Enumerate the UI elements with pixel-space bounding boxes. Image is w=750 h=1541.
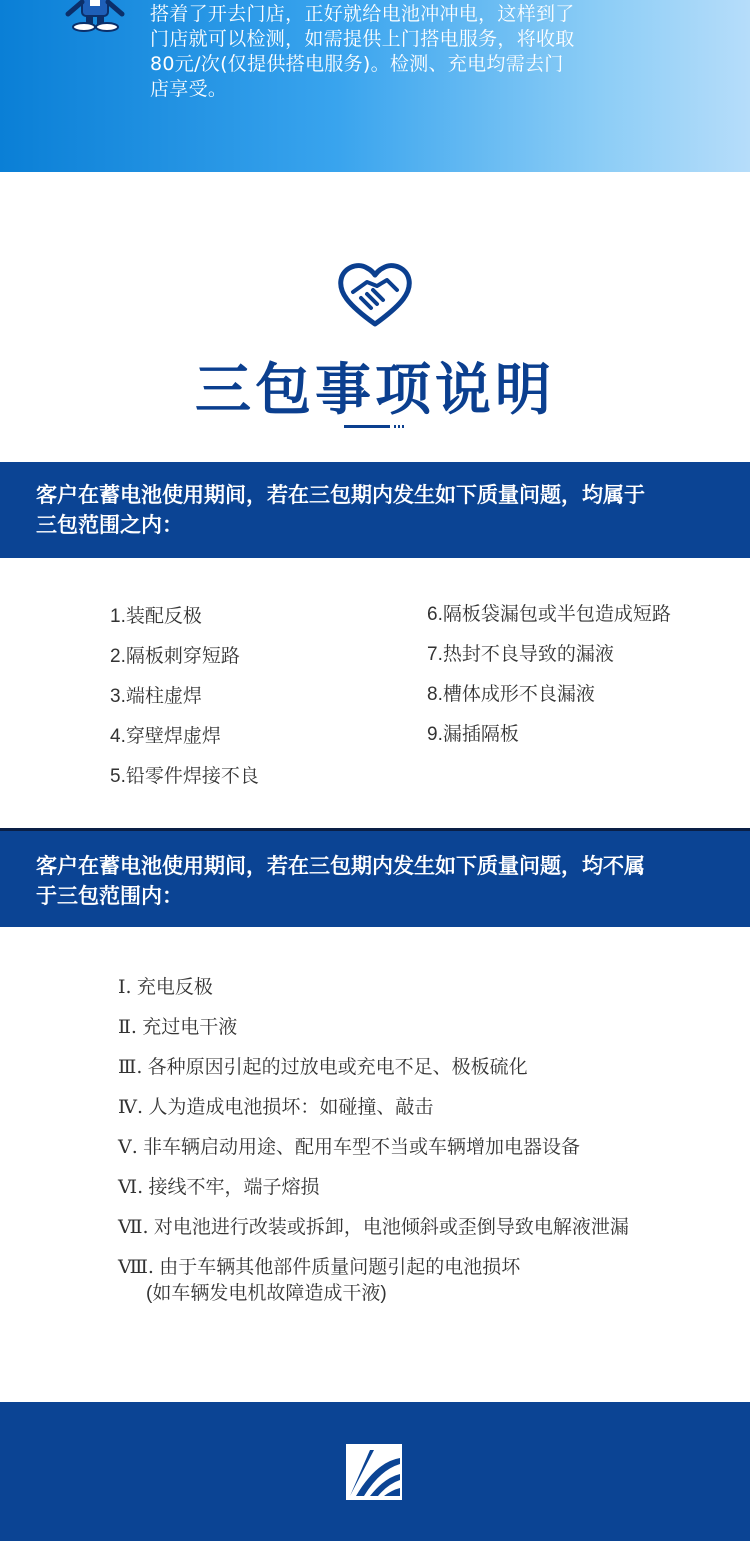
banner-line-4: 店享受。	[150, 78, 228, 100]
not-covered-item-text: 充电反极	[136, 977, 213, 998]
mascot-icon	[60, 0, 130, 32]
top-banner	[0, 0, 750, 172]
covered-item: 9.漏插隔板	[427, 724, 519, 745]
banner-line-1: 搭着了开去门店，正好就给电池冲冲电，这样到了	[150, 3, 575, 25]
covered-item: 7.热封不良导致的漏液	[427, 644, 614, 665]
covered-item: 6.隔板袋漏包或半包造成短路	[427, 604, 671, 625]
not-covered-item	[118, 1172, 319, 1199]
handshake-heart-icon	[337, 262, 413, 328]
roman-numeral: Ⅷ.	[118, 1256, 154, 1278]
covered-heading-band	[0, 462, 750, 558]
not-covered-item-text: 非车辆启动用途、配用车型不当或车辆增加电器设备	[143, 1137, 581, 1158]
roman-numeral: Ⅵ.	[118, 1176, 144, 1198]
roman-numeral: Ⅰ.	[118, 976, 132, 998]
not-covered-item	[118, 1132, 580, 1159]
not-covered-heading-line-1: 客户在蓄电池使用期间，若在三包期内发生如下质量问题，均不属	[36, 853, 645, 878]
banner-text	[150, 2, 610, 102]
not-covered-item-text: 人为造成电池损坏：如碰撞、敲击	[148, 1097, 434, 1118]
brand-logo-icon	[346, 1444, 402, 1500]
not-covered-item	[118, 1092, 433, 1119]
roman-numeral: Ⅶ.	[118, 1216, 149, 1238]
not-covered-heading-band	[0, 828, 750, 927]
footer	[0, 1402, 750, 1541]
roman-numeral: Ⅴ.	[118, 1136, 138, 1158]
not-covered-item-text: 由于车辆其他部件质量问题引起的电池损坏	[159, 1257, 521, 1278]
not-covered-item-text: 接线不牢，端子熔损	[148, 1177, 320, 1198]
banner-line-2: 门店就可以检测，如需提供上门搭电服务，将收取	[150, 28, 575, 50]
not-covered-item-text: 充过电干液	[142, 1017, 238, 1038]
covered-item: 4.穿壁焊虚焊	[110, 726, 221, 747]
roman-numeral: Ⅲ.	[118, 1056, 143, 1078]
not-covered-item	[118, 972, 213, 999]
not-covered-item	[118, 1252, 520, 1279]
not-covered-item	[118, 1212, 629, 1239]
not-covered-heading-line-2: 于三包范围内：	[36, 883, 183, 908]
not-covered-item-text: 对电池进行改装或拆卸，电池倾斜或歪倒导致电解液泄漏	[153, 1217, 629, 1238]
not-covered-item-continuation: (如车辆发电机故障造成干液)	[146, 1283, 387, 1304]
title-underline	[344, 425, 390, 428]
covered-item: 2.隔板刺穿短路	[110, 646, 240, 667]
covered-heading-line-2: 三包范围之内：	[36, 512, 183, 537]
roman-numeral: Ⅱ.	[118, 1016, 137, 1038]
not-covered-item	[118, 1052, 528, 1079]
banner-line-3: 80元/次(仅提供搭电服务)。检测、充电均需去门	[150, 53, 564, 75]
section-title: 三包事项说明	[195, 357, 555, 423]
covered-item: 1.装配反极	[110, 606, 202, 627]
roman-numeral: Ⅳ.	[118, 1096, 144, 1118]
not-covered-item-text: 各种原因引起的过放电或充电不足、极板硫化	[147, 1057, 528, 1078]
title-underline-dots	[394, 425, 404, 428]
covered-item: 5.铅零件焊接不良	[110, 766, 259, 787]
covered-item: 8.槽体成形不良漏液	[427, 684, 595, 705]
covered-heading-line-1: 客户在蓄电池使用期间，若在三包期内发生如下质量问题，均属于	[36, 482, 645, 507]
covered-item: 3.端柱虚焊	[110, 686, 202, 707]
not-covered-item	[118, 1012, 237, 1039]
